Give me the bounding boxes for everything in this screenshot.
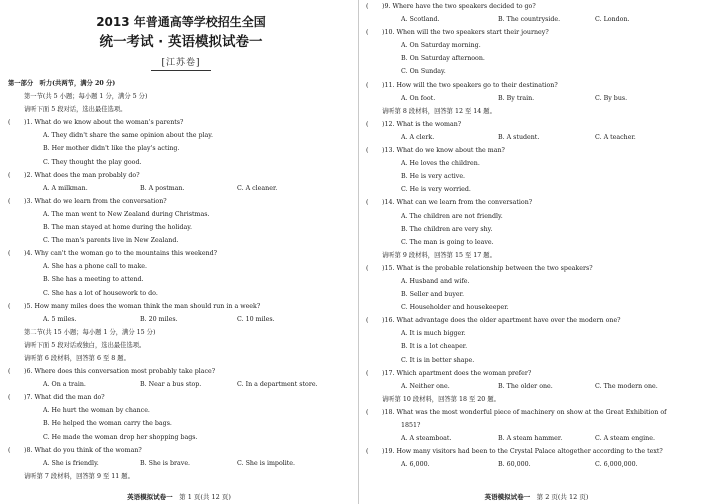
question-10: ( )10. When will the two speakers start their journey? (366, 29, 549, 37)
question-18: ( )18. What was the most wonderful piece of machinery on show at the Great Exhibition of (366, 408, 667, 416)
option: A. It is much bigger. (401, 330, 466, 338)
options-row: A. On foot. B. By train. C. By bus. (401, 94, 628, 102)
question-6: ( )6. Where does this conversation most probably take place? (8, 368, 216, 376)
page-footer: 英语模拟试卷一 第 1 页(共 12 页) (127, 493, 231, 501)
options-row: A. On a train. B. Near a bus stop. C. In a department store. (43, 381, 318, 389)
option: B. He helped the woman carry the bags. (43, 420, 172, 428)
option: B. The children are very shy. (401, 225, 493, 233)
option: A. The man went to New Zealand during Christmas. (43, 210, 210, 218)
question-4: ( )4. Why can't the woman go to the mountains this weekend? (8, 250, 218, 258)
option: A. The children are not friendly. (401, 212, 503, 220)
question-17: ( )17. Which apartment does the woman prefer? (366, 369, 532, 377)
option: C. The man's parents live in New Zealand. (43, 237, 179, 245)
material-instructions: 请听第 8 段材料，回答第 12 至 14 题。 (382, 107, 496, 115)
option: A. Husband and wife. (401, 277, 470, 285)
option: B. She has a meeting to attend. (43, 276, 144, 284)
option: B. Her mother didn't like the play's acting. (43, 145, 180, 153)
question-3: ( )3. What do we learn from the conversation? (8, 197, 167, 205)
options-row: A. Scotland. B. The countryside. C. London. (401, 16, 630, 24)
exam-subtitle: 统一考试 · 英语模拟试卷一 (99, 34, 263, 50)
option: B. Seller and buyer. (401, 291, 464, 299)
option: B. He is very active. (401, 173, 466, 181)
question-14: ( )14. What can we learn from the conversation? (366, 199, 533, 207)
section-instructions: 请听下面 5 段对话或独白，选出最佳选项。 (24, 341, 146, 349)
question-11: ( )11. How will the two speakers go to their destination? (366, 81, 558, 89)
material-instructions: 请听第 7 段材料，回答第 9 至 11 题。 (24, 472, 134, 480)
options-row: A. A steamboat. B. A steam hammer. C. A steam engine. (401, 435, 655, 443)
option: C. He made the woman drop her shopping bags. (43, 433, 198, 441)
page-divider (358, 0, 359, 504)
question-5: ( )5. How many miles does the woman think the man should run in a week? (8, 302, 261, 310)
question-15: ( )15. What is the probable relationship between the two speakers? (366, 264, 593, 272)
page-footer: 英语模拟试卷一 第 2 页(共 12 页) (484, 493, 589, 501)
option: A. She has a phone call to make. (43, 263, 148, 271)
options-row: A. Neither one. B. The older one. C. The modern one. (401, 382, 658, 390)
option: A. They didn't share the same opinion about the play. (43, 132, 214, 140)
question-13: ( )13. What do we know about the man? (366, 147, 505, 155)
section-instructions: 请听下面 5 段对话，选出最佳选项。 (24, 106, 127, 114)
option: A. He hurt the woman by chance. (43, 407, 150, 415)
question-18-continued: 1851? (401, 422, 421, 429)
question-12: ( )12. What is the woman? (366, 120, 462, 128)
options-row: A. A clerk. B. A student. C. A teacher. (401, 133, 636, 141)
option: C. On Sunday. (401, 68, 446, 76)
material-instructions: 请听第 10 段材料，回答第 18 至 20 题。 (382, 395, 500, 403)
option: A. On Saturday morning. (401, 42, 481, 50)
options-row: A. 6,000. B. 60,000. C. 6,000,000. (401, 461, 638, 469)
option: C. It is in better shape. (401, 356, 475, 364)
option: C. They thought the play good. (43, 158, 142, 166)
option: C. The man is going to leave. (401, 238, 494, 246)
question-8: ( )8. What do you think of the woman? (8, 446, 142, 454)
section-heading: 第二节(共 15 小题；每小题 1 分，满分 15 分) (24, 328, 156, 336)
part-heading: 第一部分 听力(共两节，满分 20 分) (8, 80, 116, 87)
exam-page-2 (360, 0, 713, 504)
options-row: A. A milkman. B. A postman. C. A cleaner. (43, 184, 278, 192)
material-instructions: 请听第 9 段材料，回答第 15 至 17 题。 (382, 251, 496, 259)
question-9: ( )9. Where have the two speakers decided to go? (366, 3, 536, 10)
question-16: ( )16. What advantage does the older apartment have over the modern one? (366, 317, 621, 325)
option: C. He is very worried. (401, 186, 471, 194)
option: A. He loves the children. (401, 160, 480, 168)
option: B. The man stayed at home during the holiday. (43, 224, 192, 232)
section-heading: 第一节(共 5 小题；每小题 1 分，满分 5 分) (24, 93, 148, 101)
options-row: A. She is friendly. B. She is brave. C. She is impolite. (43, 459, 296, 467)
material-instructions: 请听第 6 段材料，回答第 6 至 8 题。 (24, 354, 130, 362)
options-row: A. 5 miles. B. 20 miles. C. 10 miles. (43, 315, 275, 323)
option: B. On Saturday afternoon. (401, 55, 485, 63)
option: B. It is a lot cheaper. (401, 343, 468, 351)
exam-title: 2013 年普通高等学校招生全国 (96, 15, 266, 29)
question-19: ( )19. How many visitors had been to the Crystal Palace altogether according to the text? (366, 448, 663, 456)
option: C. Householder and housekeeper. (401, 304, 509, 312)
question-2: ( )2. What does the man probably do? (8, 171, 140, 179)
question-1: ( )1. What do we know about the woman's parents? (8, 119, 184, 127)
option: C. She has a lot of housework to do. (43, 289, 158, 297)
question-7: ( )7. What did the man do? (8, 394, 105, 402)
edition-label: [江苏卷] (8, 57, 354, 71)
